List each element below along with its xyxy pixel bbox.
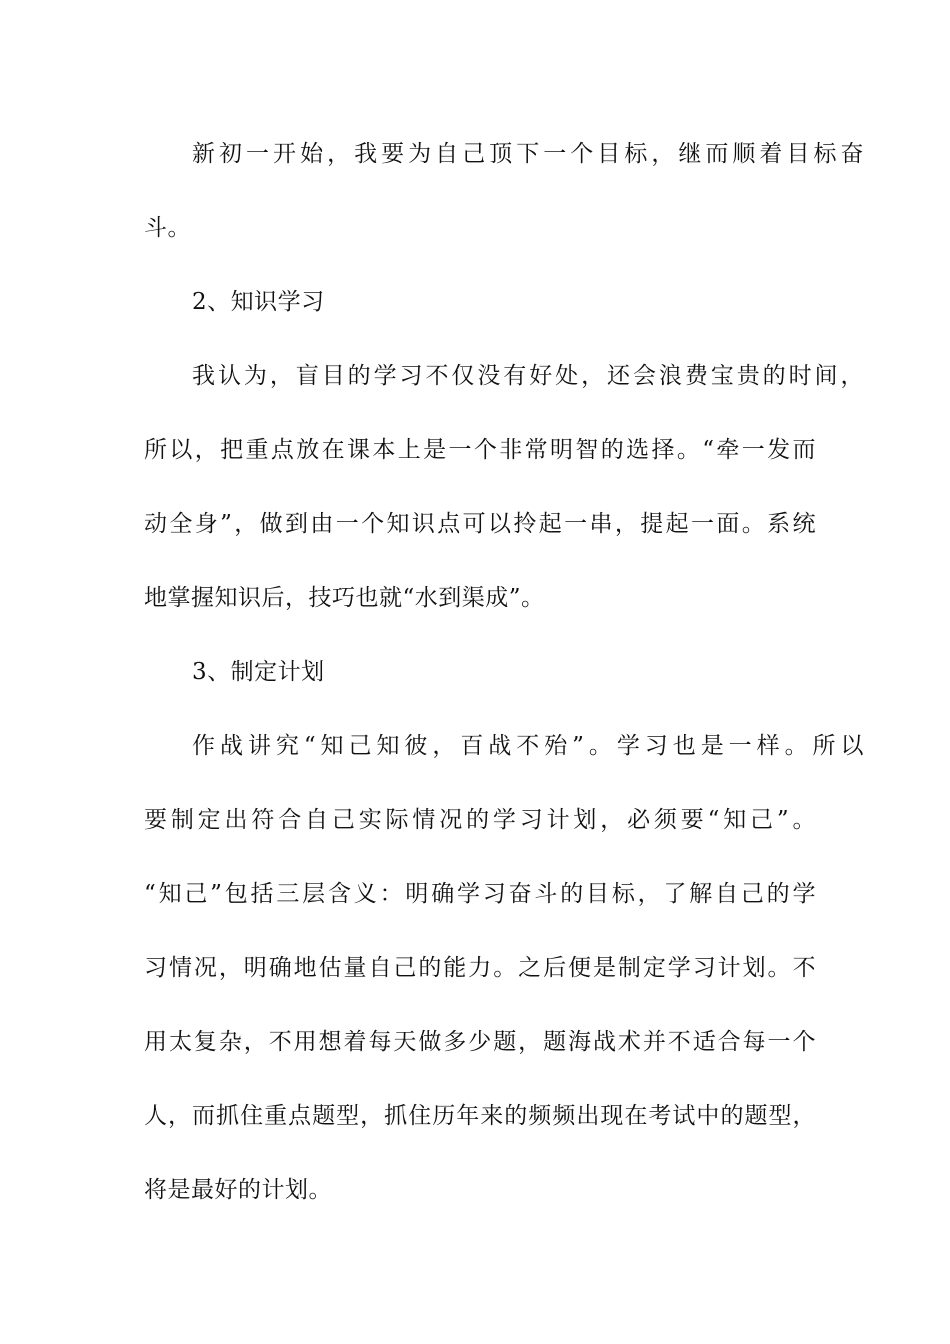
paragraph-line: 我认为，盲目的学习不仅没有好处，还会浪费宝贵的时间， bbox=[192, 363, 864, 389]
paragraph-line: 地掌握知识后，技巧也就“水到渠成”。 bbox=[144, 585, 545, 611]
paragraph-line: 用太复杂，不用想着每天做多少题，题海战术并不适合每一个 bbox=[144, 1029, 816, 1055]
paragraph-line: 所以，把重点放在课本上是一个非常明智的选择。“牵一发而 bbox=[144, 437, 816, 463]
paragraph-line: 人，而抓住重点题型，抓住历年来的频频出现在考试中的题型， bbox=[144, 1103, 816, 1129]
paragraph-line: “知己”包括三层含义：明确学习奋斗的目标，了解自己的学 bbox=[144, 881, 816, 907]
section-heading: 3、制定计划 bbox=[192, 659, 325, 685]
paragraph-line: 作战讲究“知己知彼，百战不殆”。学习也是一样。所以 bbox=[192, 733, 864, 759]
paragraph-line: 要制定出符合自己实际情况的学习计划，必须要“知己”。 bbox=[144, 807, 816, 833]
section-heading: 2、知识学习 bbox=[192, 289, 325, 315]
paragraph-line: 将是最好的计划。 bbox=[144, 1177, 332, 1203]
paragraph-line: 斗。 bbox=[144, 215, 191, 241]
paragraph-line: 习情况，明确地估量自己的能力。之后便是制定学习计划。不 bbox=[144, 955, 816, 981]
paragraph-line: 动全身”，做到由一个知识点可以拎起一串，提起一面。系统 bbox=[144, 511, 816, 537]
paragraph-line: 新初一开始，我要为自己顶下一个目标，继而顺着目标奋 bbox=[192, 141, 864, 167]
